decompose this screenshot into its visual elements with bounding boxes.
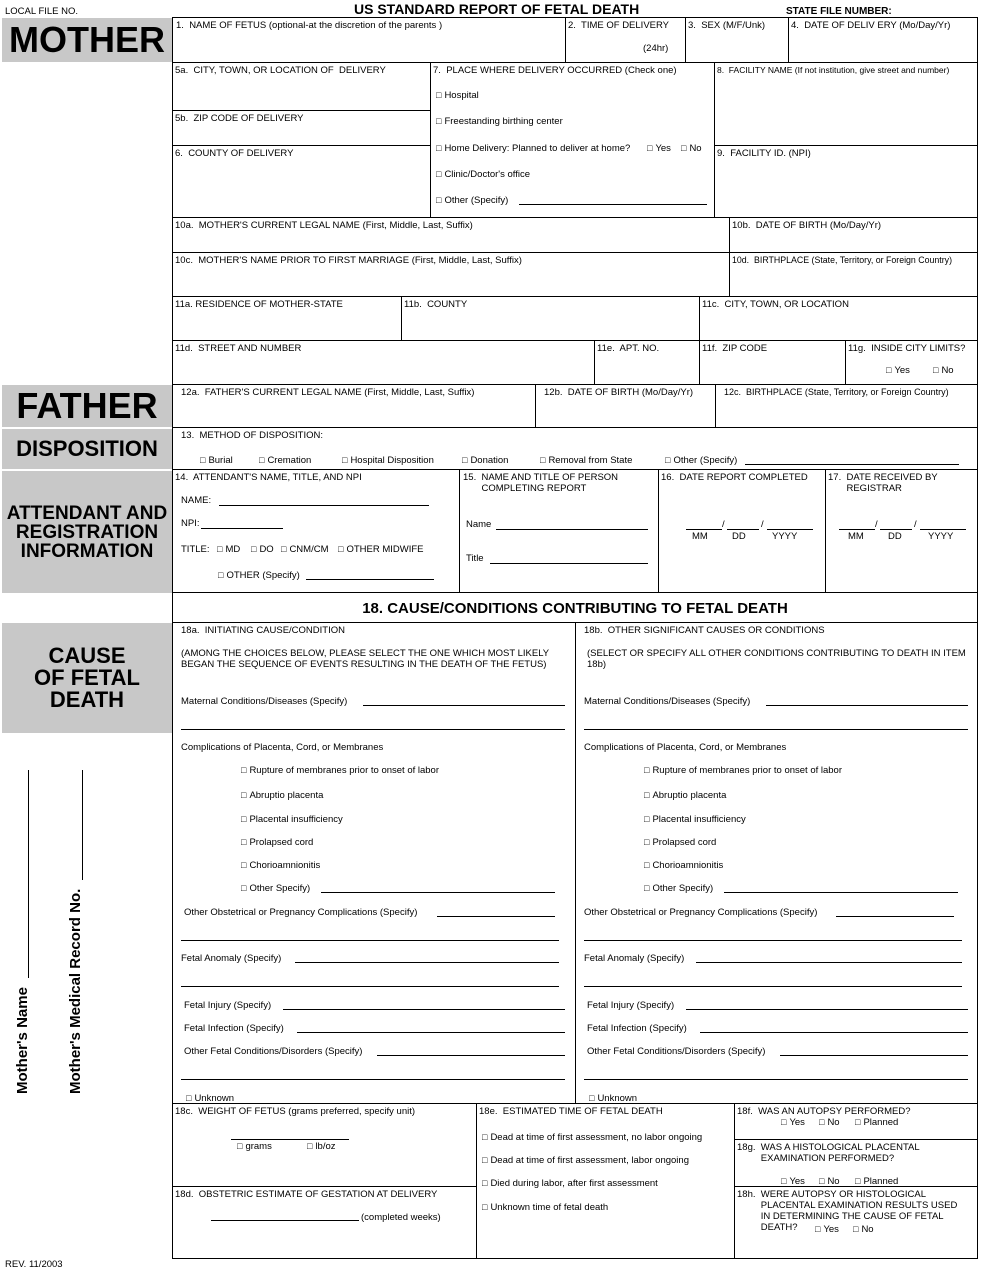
field-12b-father-dob[interactable]: 12b. DATE OF BIRTH (Mo/Day/Yr)	[535, 384, 716, 428]
b-abruptio[interactable]: □ Abruptio placenta	[644, 790, 726, 801]
place-home-yes[interactable]: □ Yes	[647, 143, 671, 154]
place-birthing-center-checkbox[interactable]: □ Freestanding birthing center	[436, 116, 563, 127]
title-do[interactable]: □ DO	[251, 544, 274, 555]
a-rupture[interactable]: □ Rupture of membranes prior to onset of labor	[241, 765, 439, 776]
b-insufficiency[interactable]: □ Placental insufficiency	[644, 814, 746, 825]
disposition-removal[interactable]: □ Removal from State	[540, 455, 632, 466]
field-15-completing-report: 15. NAME AND TITLE OF PERSON COMPLETING REPORT Name Title	[459, 469, 659, 593]
field-11g-city-limits: 11g. INSIDE CITY LIMITS? □ Yes □ No	[845, 340, 978, 385]
title-other[interactable]: □ OTHER (Specify)	[218, 570, 300, 581]
field-18b-other-causes: 18b. OTHER SIGNIFICANT CAUSES OR CONDITIONS (SELECT OR SPECIFY ALL OTHER CONDITIONS CONTRIBUTING TO DEATH IN ITEM 18b) Maternal Conditions/Diseases (Specify) Complications of Placenta, Cord, or Membranes □ Rupture of membranes prior to onset of labor □ Abruptio placenta □ Placental insufficiency □ Prolapsed cord □ Chorioamnionitis □ Other Specify) Other Obstetrical or Pregnancy Complications (Specify) Fetal Anomaly (Specify) Fetal Injury (Specify) Fetal Infection (Specify) Other Fetal Conditions/Disorders (Specify) □ Unknown	[575, 622, 978, 1104]
field-11e-apt[interactable]: 11e. APT. NO.	[594, 340, 700, 385]
weight-lboz[interactable]: □ lb/oz	[307, 1141, 336, 1152]
field-18h-results-used: 18h. WERE AUTOPSY OR HISTOLOGICAL PLACENTAL EXAMINATION RESULTS USED IN DETERMINING THE CAUSE OF FETAL DEATH? □ Yes □ No	[734, 1186, 978, 1259]
place-clinic-checkbox[interactable]: □ Clinic/Doctor's office	[436, 169, 530, 180]
place-home-no[interactable]: □ No	[681, 143, 702, 154]
city-limits-no[interactable]: □ No	[933, 365, 954, 376]
field-11a-state[interactable]: 11a. RESIDENCE OF MOTHER-STATE	[172, 296, 402, 341]
section-cause: CAUSE OF FETAL DEATH	[2, 623, 172, 733]
field-11f-zip[interactable]: 11f. ZIP CODE	[699, 340, 846, 385]
autopsy-yes[interactable]: □ Yes	[781, 1117, 805, 1128]
field-18a-initiating-cause: 18a. INITIATING CAUSE/CONDITION (AMONG THE CHOICES BELOW, PLEASE SELECT THE ONE WHICH MOST LIKELY BEGAN THE SEQUENCE OF EVENTS RESULTING IN THE DEATH OF THE FETUS) Maternal Conditions/Diseases (Specify) Complications of Placenta, Cord, or Membranes □ Rupture of membranes prior to onset of labor □ Abruptio placenta □ Placental insufficiency □ Prolapsed cord □ Chorioamnionitis □ Other Specify) Other Obstetrical or Pregnancy Complications (Specify) Fetal Anomaly (Specify) Fetal Injury (Specify) Fetal Infection (Specify) Other Fetal Conditions/Disorders (Specify) □ Unknown	[172, 622, 576, 1104]
field-14-attendant: 14. ATTENDANT'S NAME, TITLE, AND NPI NAME: NPI: TITLE: □ MD □ DO □ CNM/CM □ OTHER MIDWIFE □ OTHER (Specify)	[172, 469, 460, 593]
histo-planned[interactable]: □ Planned	[855, 1176, 898, 1187]
field-18d-gestation: 18d. OBSTETRIC ESTIMATE OF GESTATION AT DELIVERY (completed weeks)	[172, 1186, 477, 1259]
field-1-name-of-fetus[interactable]: 1. NAME OF FETUS (optional-at the discretion of the parents )	[172, 17, 566, 63]
form-title: US STANDARD REPORT OF FETAL DEATH	[354, 1, 640, 17]
field-3-sex[interactable]: 3. SEX (M/F/Unk)	[685, 17, 789, 63]
death-time-1[interactable]: □ Dead at time of first assessment, no labor ongoing	[482, 1132, 702, 1143]
field-10a-mother-name[interactable]: 10a. MOTHER'S CURRENT LEGAL NAME (First, Middle, Last, Suffix)	[172, 217, 730, 253]
title-other-midwife[interactable]: □ OTHER MIDWIFE	[338, 544, 424, 555]
autopsy-planned[interactable]: □ Planned	[855, 1117, 898, 1128]
disposition-donation[interactable]: □ Donation	[462, 455, 508, 466]
field-10d-birthplace[interactable]: 10d. BIRTHPLACE (State, Territory, or Foreign Country)	[729, 252, 978, 297]
field-17-date-received[interactable]: 17. DATE RECEIVED BY REGISTRAR / / MM DD YYYY	[825, 469, 978, 593]
b-prolapsed[interactable]: □ Prolapsed cord	[644, 837, 716, 848]
weight-grams[interactable]: □ grams	[237, 1141, 272, 1152]
field-10c-maiden-name[interactable]: 10c. MOTHER'S NAME PRIOR TO FIRST MARRIAGE (First, Middle, Last, Suffix)	[172, 252, 730, 297]
a-prolapsed[interactable]: □ Prolapsed cord	[241, 837, 313, 848]
field-18f-autopsy: 18f. WAS AN AUTOPSY PERFORMED? □ Yes □ No □ Planned	[734, 1103, 978, 1140]
field-13-disposition: 13. METHOD OF DISPOSITION: □ Burial □ Cremation □ Hospital Disposition □ Donation □ Removal from State □ Other (Specify)	[172, 427, 978, 470]
local-file-label: LOCAL FILE NO.	[5, 6, 79, 17]
a-chorio[interactable]: □ Chorioamnionitis	[241, 860, 320, 871]
revision-label: REV. 11/2003	[5, 1259, 63, 1270]
section-mother: MOTHER	[2, 18, 172, 62]
death-time-3[interactable]: □ Died during labor, after first assessment	[482, 1178, 658, 1189]
death-time-4[interactable]: □ Unknown time of fetal death	[482, 1202, 608, 1213]
title-cnm[interactable]: □ CNM/CM	[281, 544, 329, 555]
a-insufficiency[interactable]: □ Placental insufficiency	[241, 814, 343, 825]
field-11b-county[interactable]: 11b. COUNTY	[401, 296, 700, 341]
section-father: FATHER	[2, 385, 172, 427]
field-7-place: 7. PLACE WHERE DELIVERY OCCURRED (Check one) □ Hospital □ Freestanding birthing center □ Home Delivery: Planned to deliver at home? □ Yes □ No □ Clinic/Doctor's office □ Other (Specify)	[430, 62, 715, 218]
field-16-date-report[interactable]: 16. DATE REPORT COMPLETED / / MM DD YYYY	[658, 469, 826, 593]
field-18-header	[172, 592, 978, 623]
a-other[interactable]: □ Other Specify)	[241, 883, 310, 894]
place-hospital-checkbox[interactable]: □ Hospital	[436, 90, 479, 101]
state-file-label: STATE FILE NUMBER:	[786, 6, 892, 17]
b-unknown[interactable]: □ Unknown	[589, 1093, 637, 1104]
mothers-name-label: Mother's Name	[14, 987, 31, 1094]
b-other[interactable]: □ Other Specify)	[644, 883, 713, 894]
section-attendant: ATTENDANT AND REGISTRATION INFORMATION	[2, 471, 172, 593]
a-unknown[interactable]: □ Unknown	[186, 1093, 234, 1104]
field-12a-father-name[interactable]: 12a. FATHER'S CURRENT LEGAL NAME (First, Middle, Last, Suffix)	[172, 384, 536, 428]
field-18e-time-of-death: 18e. ESTIMATED TIME OF FETAL DEATH □ Dead at time of first assessment, no labor ongoing □ Dead at time of first assessment, labor ongoing □ Died during labor, after first assessment □ Unknown time of fetal death	[476, 1103, 735, 1259]
field-11c-city[interactable]: 11c. CITY, TOWN, OR LOCATION	[699, 296, 978, 341]
field-18g-histological: 18g. WAS A HISTOLOGICAL PLACENTAL EXAMINATION PERFORMED? □ Yes □ No □ Planned	[734, 1139, 978, 1187]
field-5a-city[interactable]: 5a. CITY, TOWN, OR LOCATION OF DELIVERY	[172, 62, 431, 111]
death-time-2[interactable]: □ Dead at time of first assessment, labor ongoing	[482, 1155, 689, 1166]
field-12c-father-birthplace[interactable]: 12c. BIRTHPLACE (State, Territory, or Foreign Country)	[715, 384, 978, 428]
disposition-hospital[interactable]: □ Hospital Disposition	[342, 455, 434, 466]
section-18-title: 18. CAUSE/CONDITIONS CONTRIBUTING TO FETAL DEATH	[362, 600, 788, 617]
disposition-other[interactable]: □ Other (Specify)	[665, 455, 737, 466]
field-10b-dob[interactable]: 10b. DATE OF BIRTH (Mo/Day/Yr)	[729, 217, 978, 253]
field-2-time-of-delivery[interactable]: 2. TIME OF DELIVERY (24hr)	[565, 17, 686, 63]
field-5b-zip[interactable]: 5b. ZIP CODE OF DELIVERY	[172, 110, 431, 146]
histo-yes[interactable]: □ Yes	[781, 1176, 805, 1187]
place-home-checkbox[interactable]: □ Home Delivery: Planned to deliver at home?	[436, 143, 630, 154]
field-6-county[interactable]: 6. COUNTY OF DELIVERY	[172, 145, 431, 218]
histo-no[interactable]: □ No	[819, 1176, 840, 1187]
b-rupture[interactable]: □ Rupture of membranes prior to onset of labor	[644, 765, 842, 776]
place-other-checkbox[interactable]: □ Other (Specify)	[436, 195, 508, 206]
mothers-mrn-label: Mother's Medical Record No.	[67, 888, 84, 1094]
a-abruptio[interactable]: □ Abruptio placenta	[241, 790, 323, 801]
b-chorio[interactable]: □ Chorioamnionitis	[644, 860, 723, 871]
title-md[interactable]: □ MD	[217, 544, 240, 555]
results-no[interactable]: □ No	[853, 1224, 874, 1235]
section-disposition: DISPOSITION	[2, 429, 172, 469]
autopsy-no[interactable]: □ No	[819, 1117, 840, 1128]
field-18c-weight: 18c. WEIGHT OF FETUS (grams preferred, specify unit) □ grams □ lb/oz	[172, 1103, 477, 1187]
results-yes[interactable]: □ Yes	[815, 1224, 839, 1235]
field-4-date-of-delivery[interactable]: 4. DATE OF DELIV ERY (Mo/Day/Yr)	[788, 17, 978, 63]
field-9-facility-id[interactable]: 9. FACILITY ID. (NPI)	[714, 145, 978, 218]
city-limits-yes[interactable]: □ Yes	[886, 365, 910, 376]
disposition-burial[interactable]: □ Burial	[200, 455, 233, 466]
field-11d-street[interactable]: 11d. STREET AND NUMBER	[172, 340, 595, 385]
field-8-facility-name[interactable]: 8. FACILITY NAME (If not institution, give street and number)	[714, 62, 978, 146]
disposition-cremation[interactable]: □ Cremation	[259, 455, 311, 466]
